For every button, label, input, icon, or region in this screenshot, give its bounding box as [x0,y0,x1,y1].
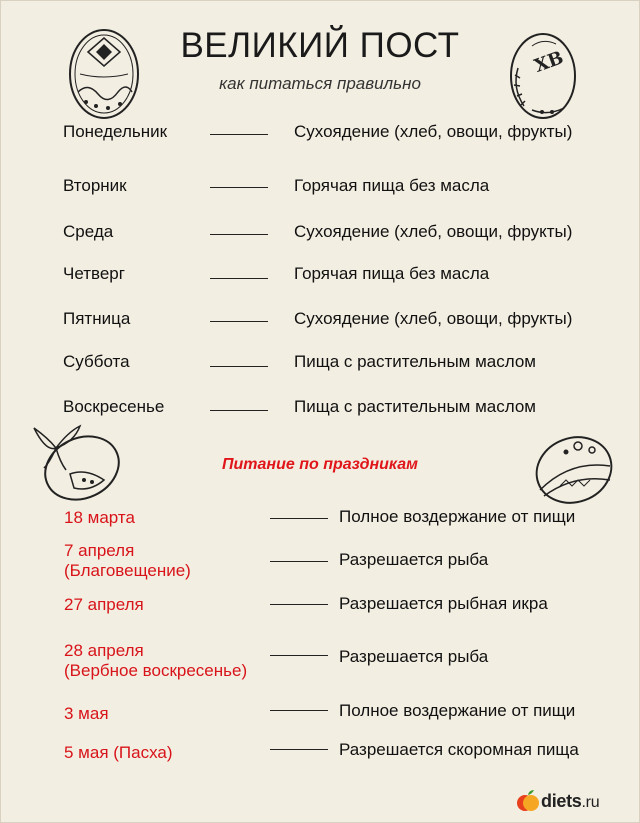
holidays-section-title: Питание по праздникам [222,456,418,473]
day-description: Сухоядение (хлеб, овощи, фрукты) [294,309,573,328]
day-name: Воскресенье [63,397,165,416]
day-description: Горячая пища без масла [294,264,490,283]
day-description: Пища с растительным маслом [294,397,536,416]
day-name: Пятница [63,309,131,328]
page-title: ВЕЛИКИЙ ПОСТ [180,26,460,65]
dash-separator [270,604,328,605]
holiday-description: Разрешается рыба [339,550,489,569]
dash-separator [210,366,268,367]
diets-logo[interactable] [515,787,599,815]
dash-separator [270,518,328,519]
day-name: Вторник [63,176,127,195]
day-name: Среда [63,222,114,241]
holiday-date-line2: (Вербное воскресенье) [64,661,248,680]
dash-separator [210,187,268,188]
holiday-date [64,641,247,681]
dash-separator [270,749,328,750]
holiday-description: Разрешается рыбная икра [339,594,548,613]
dash-separator [270,561,328,562]
day-name: Понедельник [63,122,168,141]
holiday-description: Полное воздержание от пищи [339,507,576,526]
page-subtitle: как питаться правильно [219,74,421,93]
holiday-date [64,541,191,581]
logo-tld: .ru [581,793,600,811]
holiday-date-line1: 27 апреля [64,595,144,614]
holiday-description: Полное воздержание от пищи [339,701,576,720]
holiday-date [64,704,109,724]
dash-separator [210,234,268,235]
apple-logo-icon [515,788,541,814]
day-description: Пища с растительным маслом [294,352,536,371]
holiday-date [64,508,135,528]
day-name: Четверг [63,264,125,283]
holiday-date [64,595,144,615]
holiday-date-line1: 28 апреля [64,641,144,660]
holiday-date-line1: 7 апреля [64,541,135,560]
holiday-date-line1: 18 марта [64,508,135,527]
holiday-date-line2: (Благовещение) [64,561,191,580]
logo-name: diets [541,790,582,811]
day-description: Горячая пища без масла [294,176,490,195]
day-description: Сухоядение (хлеб, овощи, фрукты) [294,222,573,241]
day-description: Сухоядение (хлеб, овощи, фрукты) [294,122,573,141]
dash-separator [270,710,328,711]
egg-letter-x: ХВ [531,47,567,77]
dash-separator [270,655,328,656]
dash-separator [210,134,268,135]
dash-separator [210,321,268,322]
holiday-date [64,743,173,763]
holiday-description: Разрешается скоромная пища [339,740,579,759]
holiday-date-line1: 3 мая [64,704,109,723]
dash-separator [210,278,268,279]
logo-text [541,791,599,812]
holiday-description: Разрешается рыба [339,647,489,666]
day-name: Суббота [63,352,130,371]
holiday-date-line1: 5 мая (Пасха) [64,743,173,762]
dash-separator [210,410,268,411]
